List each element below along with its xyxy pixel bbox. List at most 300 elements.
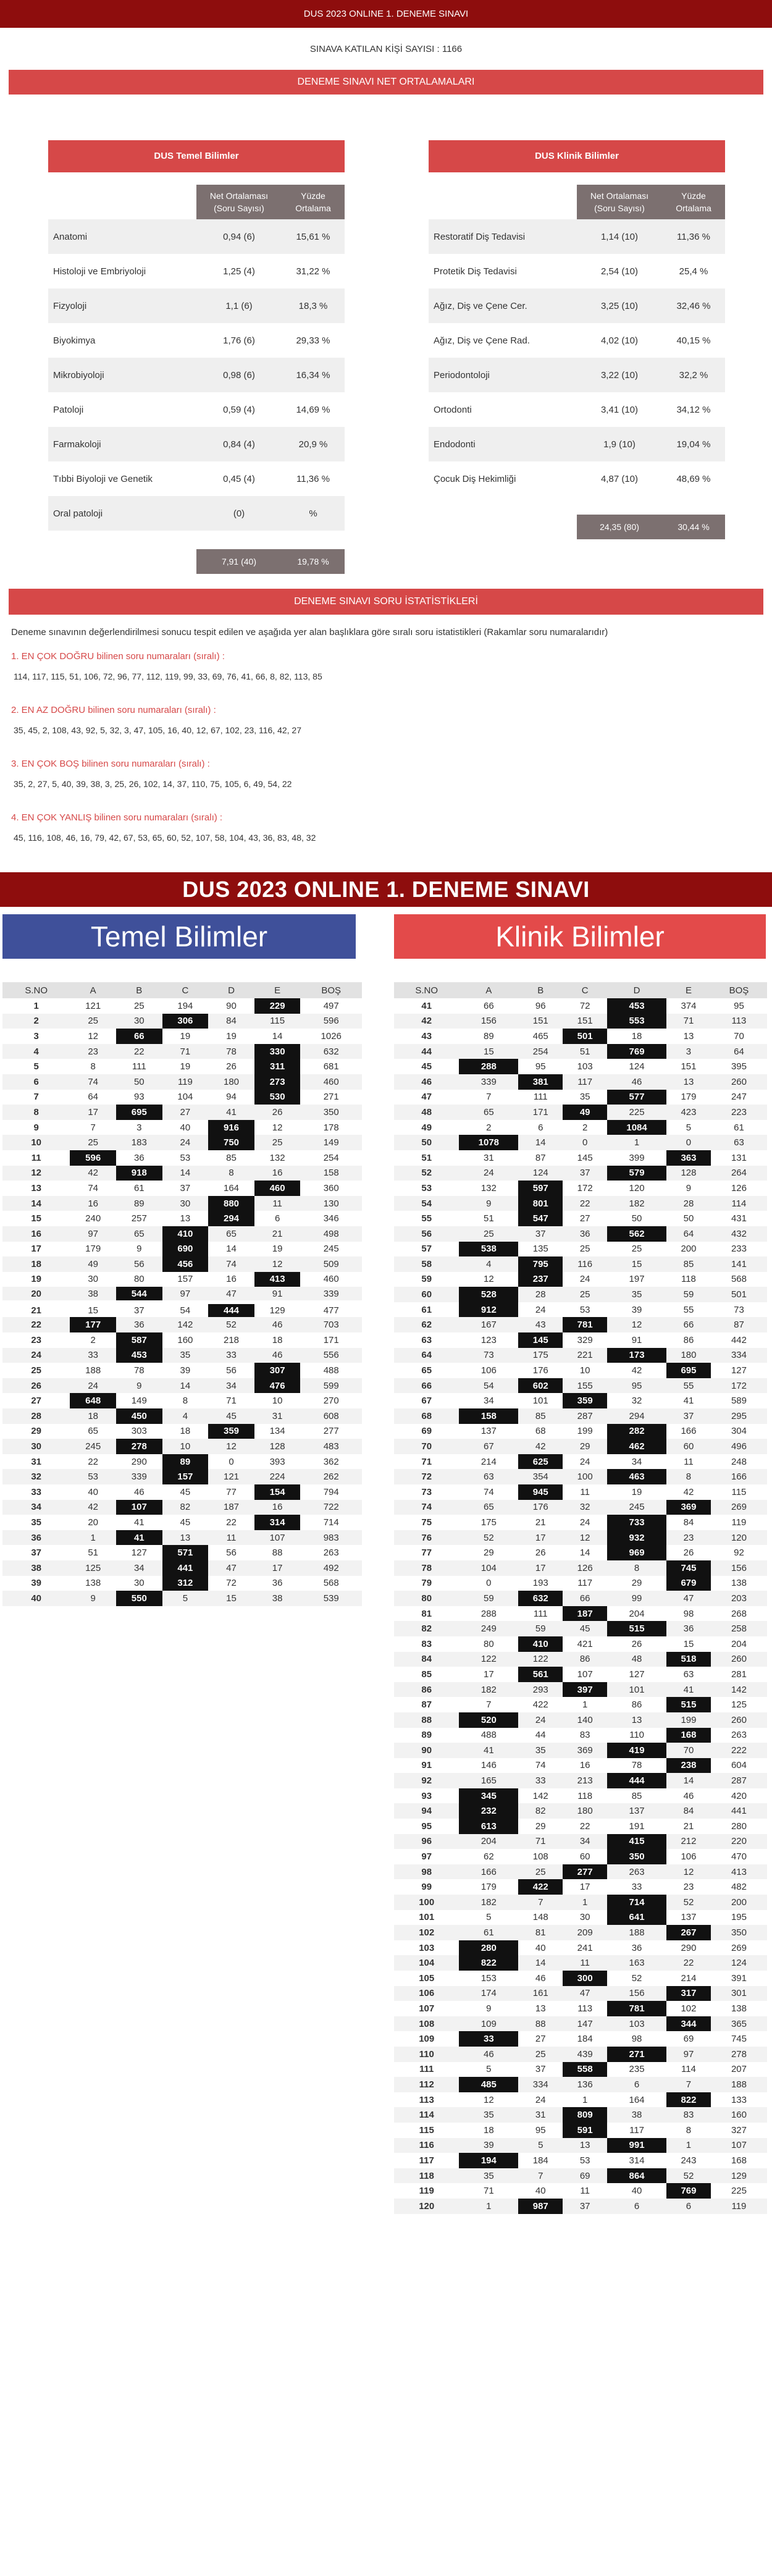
option-count-c: 11 (580, 2186, 590, 2197)
question-number: 57 (421, 1244, 432, 1255)
option-count-b: 36 (116, 1317, 162, 1332)
question-number: 77 (421, 1547, 432, 1559)
blank-count: 263 (731, 1730, 747, 1741)
option-count-c: 329 (577, 1334, 593, 1345)
option-count-d: 46 (607, 1074, 666, 1090)
subject-name: Patoloji (53, 404, 84, 415)
option-count-e: 13 (683, 1030, 694, 1042)
question-number: 62 (394, 1317, 459, 1332)
option-count-e: 59 (666, 1287, 711, 1302)
table-row (394, 1029, 767, 1044)
correct-answer-count: 613 (459, 1819, 518, 1834)
option-count-a: 179 (85, 1244, 101, 1255)
question-number: 41 (421, 1000, 432, 1011)
correct-answer-count: 695 (116, 1105, 162, 1120)
option-count-e: 1 (666, 2138, 711, 2153)
table-row (394, 2077, 767, 2092)
correct-answer-count: 916 (208, 1120, 254, 1135)
option-count-b: 176 (518, 1500, 563, 1515)
option-count-a: 67 (459, 1439, 518, 1454)
correct-answer-count: 571 (162, 1545, 209, 1560)
option-count-e: 423 (666, 1105, 711, 1120)
column-header: E (666, 982, 711, 998)
option-count-a: 74 (88, 1182, 99, 1193)
option-count-e: 0 (666, 1135, 711, 1150)
option-count-a: 245 (70, 1439, 116, 1454)
option-count-a: 46 (459, 2047, 518, 2062)
blank-count: 115 (731, 1486, 747, 1497)
correct-answer-count: 520 (459, 1712, 518, 1728)
table-row (2, 1135, 362, 1150)
blank-count: 271 (323, 1092, 339, 1103)
option-count-d: 26 (226, 1061, 237, 1072)
option-count-a: 97 (70, 1226, 116, 1242)
option-count-b: 257 (131, 1213, 147, 1224)
option-count-c: 29 (563, 1439, 607, 1454)
option-count-d: 56 (226, 1365, 237, 1376)
correct-answer-count: 422 (518, 1879, 563, 1895)
question-number: 92 (394, 1773, 459, 1788)
table-row (394, 1363, 767, 1378)
question-number: 72 (394, 1469, 459, 1484)
option-count-c: 82 (162, 1500, 209, 1515)
correct-answer-count: 597 (518, 1181, 563, 1196)
blank-count: 280 (731, 1820, 747, 1832)
option-count-d: 18 (631, 1030, 642, 1042)
option-count-a: 167 (459, 1317, 518, 1332)
net-average-value: 0,84 (4) (223, 439, 255, 450)
correct-answer-count: 441 (162, 1560, 209, 1576)
option-count-a: 40 (88, 1486, 99, 1497)
correct-answer-count: 550 (116, 1591, 162, 1606)
table-row (2, 1302, 362, 1318)
correct-answer-count: 273 (254, 1074, 301, 1090)
option-count-d: 94 (226, 1092, 237, 1103)
option-count-a: 4 (459, 1256, 518, 1272)
option-count-c: 119 (162, 1074, 209, 1090)
table-row (394, 1211, 767, 1226)
option-count-e: 134 (269, 1426, 285, 1437)
correct-answer-count: 66 (116, 1029, 162, 1044)
table-row (394, 1378, 767, 1394)
table-row (394, 2031, 767, 2047)
question-number: 73 (421, 1486, 432, 1497)
temel-total-row (48, 549, 345, 574)
option-count-e: 52 (666, 2168, 711, 2184)
option-count-d: 25 (631, 1244, 642, 1255)
option-count-d: 218 (223, 1334, 240, 1345)
question-number: 88 (394, 1712, 459, 1728)
correct-answer-count: 577 (607, 1090, 666, 1105)
column-header: BOŞ (711, 982, 767, 998)
blank-count: 496 (711, 1439, 767, 1454)
question-number: 61 (421, 1304, 432, 1315)
blank-count: 278 (711, 2047, 767, 2062)
option-count-a: 42 (70, 1166, 116, 1181)
table-row (2, 1211, 362, 1226)
question-number: 100 (394, 1895, 459, 1910)
option-count-d: 197 (629, 1274, 645, 1285)
option-count-b: 61 (133, 1182, 145, 1193)
correct-answer-count: 912 (459, 1302, 518, 1318)
correct-answer-count: 476 (254, 1378, 301, 1394)
option-count-b: 50 (116, 1074, 162, 1090)
question-number: 11 (31, 1152, 41, 1163)
correct-answer-count: 945 (518, 1484, 563, 1500)
percent-average-value: 34,12 % (676, 404, 711, 415)
percent-average-value: 25,4 % (679, 266, 708, 277)
temel-total-net: 7,91 (40) (196, 549, 282, 574)
table-row (394, 2092, 767, 2108)
column-header: C (162, 982, 209, 998)
option-count-c: 241 (577, 1942, 593, 1953)
question-number: 75 (421, 1517, 432, 1528)
correct-answer-count: 781 (607, 2001, 666, 2016)
option-count-e: 18 (272, 1334, 283, 1345)
blank-count: 539 (300, 1591, 362, 1606)
percent-average-value: 29,33 % (296, 335, 330, 346)
correct-answer-count: 312 (162, 1576, 209, 1591)
table-row (394, 1317, 767, 1332)
option-count-c: 24 (579, 1456, 590, 1467)
option-count-e: 19 (272, 1244, 283, 1255)
table-row (394, 1090, 767, 1105)
option-count-a: 214 (480, 1456, 497, 1467)
option-count-a: 16 (70, 1196, 116, 1211)
question-number: 109 (419, 2034, 435, 2045)
option-count-d: 22 (226, 1517, 237, 1528)
question-number: 80 (394, 1591, 459, 1606)
table-row (2, 1439, 362, 1454)
option-count-a: 12 (484, 1274, 494, 1285)
blank-count: 277 (323, 1426, 339, 1437)
table-row (2, 1317, 362, 1332)
table-row (394, 1652, 767, 1667)
correct-answer-count: 350 (607, 1849, 666, 1864)
question-number: 5 (33, 1061, 39, 1072)
option-count-e: 97 (666, 2047, 711, 2062)
question-number: 64 (394, 1348, 459, 1363)
blank-count: 195 (731, 1912, 747, 1923)
correct-answer-count: 485 (459, 2077, 518, 2092)
correct-answer-count: 579 (607, 1166, 666, 1181)
option-count-c: 25 (563, 1287, 607, 1302)
correct-answer-count: 456 (162, 1256, 209, 1272)
question-number: 76 (394, 1530, 459, 1546)
question-number: 114 (394, 2107, 459, 2123)
option-count-b: 33 (518, 1773, 563, 1788)
blank-count: 120 (711, 1530, 767, 1546)
blank-count: 158 (300, 1166, 362, 1181)
option-count-e: 9 (686, 1182, 692, 1193)
table-row (2, 1044, 362, 1059)
blank-count: 1026 (321, 1030, 342, 1042)
option-count-b: 42 (518, 1439, 563, 1454)
option-count-a: 49 (70, 1256, 116, 1272)
correct-answer-count: 462 (607, 1439, 666, 1454)
option-count-d: 26 (631, 1638, 642, 1649)
option-count-b: 7 (518, 1895, 563, 1910)
blank-count: 248 (731, 1456, 747, 1467)
most-correct-list: 114, 117, 115, 51, 106, 72, 96, 77, 112, 119, 99, 33, 69, 76, 41, 66, 8, 82, 113, 85 (14, 671, 322, 681)
option-count-e: 38 (254, 1591, 301, 1606)
option-count-b: 81 (518, 1925, 563, 1940)
option-count-e: 12 (666, 1864, 711, 1880)
option-count-d: 103 (607, 2016, 666, 2032)
option-count-c: 113 (577, 2003, 593, 2014)
percent-average-value: 48,69 % (676, 473, 711, 484)
question-number: 7 (33, 1092, 39, 1103)
option-count-d: 78 (631, 1760, 642, 1771)
option-count-b: 5 (518, 2138, 563, 2153)
table-header-row (394, 982, 767, 998)
table-row (394, 1728, 767, 1743)
table-row (2, 1256, 362, 1272)
correct-answer-count: 733 (607, 1515, 666, 1530)
option-count-c: 22 (579, 1820, 590, 1832)
table-row (394, 1348, 767, 1363)
correct-answer-count: 49 (563, 1105, 607, 1120)
question-number: 103 (419, 1942, 435, 1953)
table-row (394, 1484, 767, 1500)
blank-count: 722 (300, 1500, 362, 1515)
option-count-e: 13 (666, 1074, 711, 1090)
blank-count: 497 (323, 1000, 339, 1011)
question-number: 58 (394, 1256, 459, 1272)
option-count-a: 71 (484, 2186, 494, 2197)
table-row (2, 1287, 362, 1302)
option-count-a: 165 (459, 1773, 518, 1788)
table-row (394, 2107, 767, 2123)
correct-answer-count: 33 (459, 2031, 518, 2047)
table-row (394, 2183, 767, 2199)
option-count-a: 122 (459, 1652, 518, 1667)
table-row (2, 1469, 362, 1484)
correct-answer-count: 317 (666, 1986, 711, 2001)
net-average-value: 1,1 (6) (225, 300, 253, 311)
table-row (394, 1819, 767, 1834)
question-number: 48 (394, 1105, 459, 1120)
stats-intro-text: Deneme sınavının değerlendirilmesi sonucu tespit edilen ve aşağıda yer alan başlıklara göre sıralı soru istatistikleri (Rakamlar soru numaralarıdır) (11, 627, 608, 638)
correct-answer-count: 562 (607, 1226, 666, 1242)
option-count-c: 1 (563, 1895, 607, 1910)
option-count-b: 35 (518, 1743, 563, 1758)
option-count-e: 8 (686, 2124, 692, 2136)
option-count-a: 51 (484, 1213, 494, 1224)
correct-answer-count: 460 (254, 1181, 301, 1196)
option-count-c: 24 (162, 1135, 209, 1150)
option-count-b: 111 (132, 1061, 146, 1072)
option-count-b: 95 (535, 2124, 546, 2136)
correct-answer-count: 330 (254, 1044, 301, 1059)
question-number: 9 (33, 1122, 39, 1133)
net-average-header-line2: (Soru Sayısı) (594, 203, 645, 213)
average-row (48, 392, 345, 427)
table-row (394, 1454, 767, 1470)
percent-average-value: 32,2 % (679, 369, 708, 381)
question-number: 47 (421, 1092, 432, 1103)
option-count-a: 25 (459, 1226, 518, 1242)
correct-answer-count: 591 (563, 2123, 607, 2138)
table-row (2, 1408, 362, 1424)
table-row (394, 1196, 767, 1211)
option-count-d: 74 (208, 1256, 254, 1272)
column-header: BOŞ (300, 982, 362, 998)
option-count-b: 175 (518, 1348, 563, 1363)
option-count-d: 6 (607, 2199, 666, 2214)
question-number: 51 (421, 1152, 432, 1163)
question-number: 107 (419, 2003, 435, 2014)
option-count-d: 117 (629, 2124, 645, 2136)
question-number: 32 (2, 1469, 70, 1484)
option-count-c: 16 (579, 1760, 590, 1771)
blank-count: 482 (731, 1882, 747, 1893)
correct-answer-count: 413 (254, 1272, 301, 1287)
table-row (394, 1910, 767, 1926)
blank-count: 207 (731, 2064, 747, 2075)
temel-section-title: Temel Bilimler (2, 914, 356, 959)
option-count-d: 99 (607, 1591, 666, 1606)
correct-answer-count: 232 (459, 1803, 518, 1819)
option-count-e: 70 (666, 1743, 711, 1758)
option-count-d: 47 (208, 1560, 254, 1576)
blank-count: 268 (731, 1608, 747, 1619)
correct-answer-count: 769 (666, 2183, 711, 2199)
average-row (429, 392, 725, 427)
option-count-a: 64 (88, 1092, 99, 1103)
option-count-c: 86 (563, 1652, 607, 1667)
option-count-b: 135 (532, 1244, 548, 1255)
option-count-d: 6 (607, 2077, 666, 2092)
correct-answer-count: 648 (70, 1393, 116, 1408)
correct-answer-count: 344 (666, 2016, 711, 2032)
option-count-b: 14 (518, 1135, 563, 1150)
option-count-c: 35 (162, 1348, 209, 1363)
option-count-b: 303 (131, 1426, 147, 1437)
option-count-b: 28 (518, 1287, 563, 1302)
blank-count: 260 (711, 1712, 767, 1728)
question-number: 19 (31, 1274, 42, 1285)
question-number: 112 (394, 2077, 459, 2092)
option-count-b: 96 (535, 1000, 546, 1011)
table-row (394, 1287, 767, 1302)
blank-count: 264 (711, 1166, 767, 1181)
blank-count: 413 (711, 1864, 767, 1880)
option-count-a: 5 (486, 1912, 492, 1923)
option-count-b: 93 (133, 1092, 145, 1103)
option-count-c: 194 (177, 1000, 193, 1011)
blank-count: 983 (300, 1530, 362, 1546)
option-count-a: 65 (88, 1426, 99, 1437)
option-count-b: 17 (518, 1530, 563, 1546)
blank-count: 222 (711, 1743, 767, 1758)
option-count-e: 85 (666, 1256, 711, 1272)
option-count-e: 214 (681, 1972, 697, 1984)
table-row (394, 2199, 767, 2214)
option-count-d: 36 (631, 1942, 642, 1953)
percent-average-value: 16,34 % (296, 369, 330, 381)
blank-count: 63 (711, 1135, 767, 1150)
correct-answer-count: 410 (518, 1636, 563, 1652)
option-count-a: 74 (484, 1486, 494, 1497)
option-count-b: 46 (133, 1486, 145, 1497)
blank-count: 295 (711, 1408, 767, 1424)
option-count-b: 24 (518, 1712, 563, 1728)
option-count-e: 26 (254, 1105, 301, 1120)
option-count-d: 98 (631, 2034, 642, 2045)
question-number: 50 (394, 1135, 459, 1150)
option-count-a: 9 (70, 1591, 116, 1606)
table-row (2, 1105, 362, 1120)
option-count-e: 21 (254, 1226, 301, 1242)
option-count-b: 27 (535, 2034, 546, 2045)
question-number: 14 (2, 1196, 70, 1211)
blank-count: 596 (300, 1014, 362, 1029)
option-count-b: 74 (535, 1760, 546, 1771)
option-count-b: 82 (518, 1803, 563, 1819)
option-count-c: 116 (563, 1256, 607, 1272)
option-count-b: 122 (518, 1652, 563, 1667)
question-number: 87 (421, 1699, 432, 1711)
question-number: 84 (394, 1652, 459, 1667)
correct-answer-count: 822 (666, 2092, 711, 2108)
correct-answer-count: 194 (459, 2153, 518, 2168)
option-count-e: 290 (681, 1942, 697, 1953)
table-row (394, 1788, 767, 1804)
correct-answer-count: 311 (254, 1059, 301, 1074)
option-count-b: 25 (518, 1864, 563, 1880)
option-count-b: 171 (518, 1105, 563, 1120)
option-count-a: 240 (85, 1213, 101, 1224)
blank-count: 113 (711, 1014, 767, 1029)
question-number: 108 (394, 2016, 459, 2032)
option-count-b: 111 (533, 1608, 548, 1619)
correct-answer-count: 145 (518, 1332, 563, 1348)
option-count-d: 263 (607, 1864, 666, 1880)
question-number: 69 (421, 1426, 432, 1437)
question-number: 89 (421, 1730, 432, 1741)
option-count-d: 120 (629, 1182, 645, 1193)
table-row (394, 1773, 767, 1788)
option-count-e: 106 (681, 1851, 697, 1863)
option-count-b: 127 (131, 1547, 147, 1559)
blank-count: 270 (323, 1395, 339, 1407)
correct-answer-count: 822 (459, 1955, 518, 1971)
correct-answer-count: 596 (70, 1150, 116, 1166)
question-number: 27 (31, 1395, 42, 1407)
option-count-b: 31 (518, 2107, 563, 2123)
option-count-d: 48 (607, 1652, 666, 1667)
most-blank-title: 3. EN ÇOK BOŞ bilinen soru numaraları (sıralı) : (11, 759, 210, 769)
percent-average-value: 40,15 % (676, 335, 711, 346)
option-count-e: 15 (683, 1638, 694, 1649)
average-row (429, 219, 725, 254)
table-row (394, 2062, 767, 2077)
correct-answer-count: 453 (116, 1348, 162, 1363)
question-number: 99 (421, 1882, 432, 1893)
option-count-a: 174 (459, 1986, 518, 2001)
average-row (48, 358, 345, 392)
option-count-c: 118 (577, 1790, 593, 1801)
percent-average-value: 20,9 % (298, 439, 328, 450)
subject-name: Endodonti (434, 439, 476, 450)
option-count-a: 179 (480, 1882, 497, 1893)
option-count-a: 54 (459, 1378, 518, 1394)
correct-answer-count: 558 (563, 2062, 607, 2077)
table-row (394, 1500, 767, 1515)
option-count-e: 41 (683, 1395, 694, 1407)
question-number: 67 (421, 1395, 432, 1407)
